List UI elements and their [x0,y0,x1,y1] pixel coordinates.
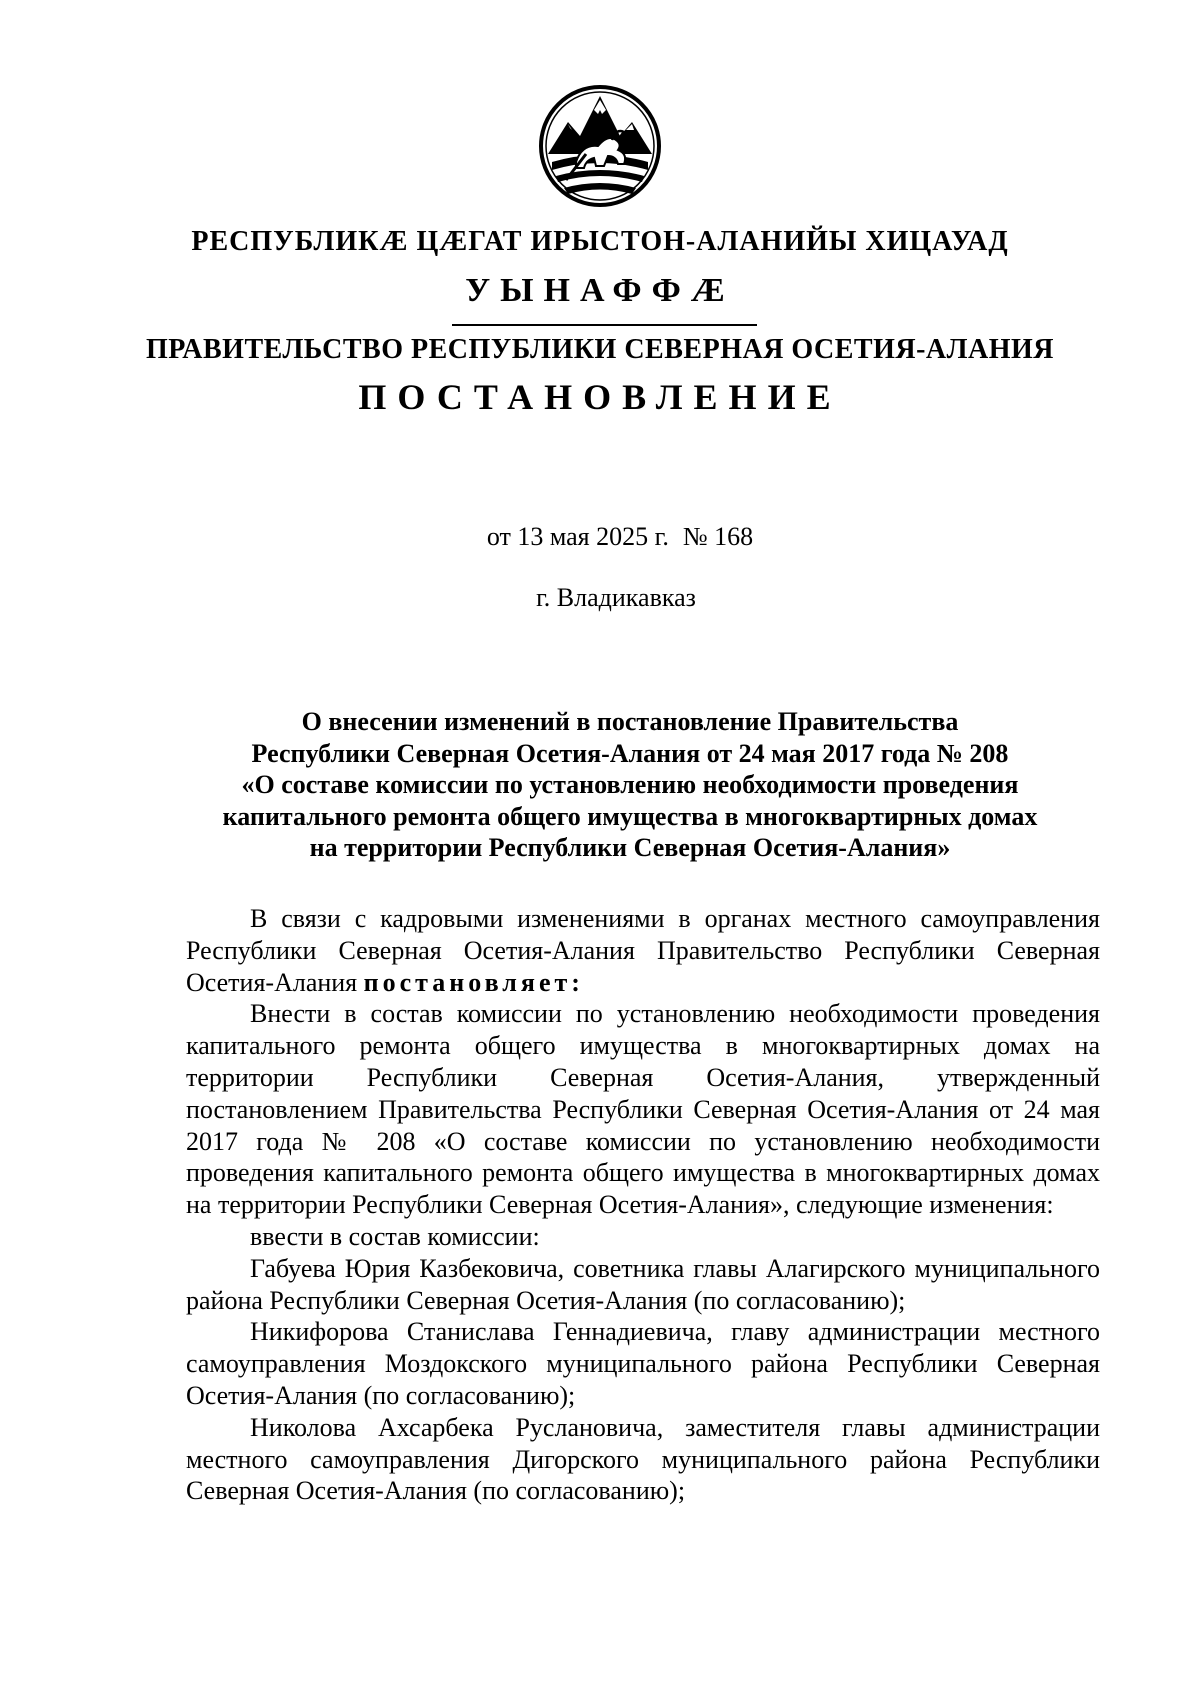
decree-colon: : [571,967,580,997]
preamble-text: В связи с кадровыми изменениями в органах местного самоуправления Республики Северная Осетия-Алания Правительство Республики Северная Осетия-Алания [186,904,1100,997]
document-city: г. Владикавказ [536,583,696,612]
title-line: капитального ремонта общего имущества в многоквартирных домах [222,801,1038,831]
body-paragraph-member: Габуева Юрия Казбековича, советника главы Алагирского муниципального района Республики Северная Осетия-Алания (по согласованию); [186,1253,1100,1315]
document-date: от 13 мая 2025 г. [486,522,669,551]
ossetian-document-type: УЫНАФФӔ [465,272,735,309]
body-paragraph-member: Никифорова Станислава Геннадиевича, главу администрации местного самоуправления Моздокского муниципального района Республики Северная Осетия-Алания (по согласованию); [186,1317,1100,1410]
document-date-line [0,522,1200,552]
title-line: Республики Северная Осетия-Алания от 24 мая 2017 года № 208 [251,738,1009,768]
decree-word: постановляет [363,967,572,997]
title-line: «О составе комиссии по установлению необходимости проведения [241,770,1019,799]
body-paragraph-amendment: Внести в состав комиссии по установлению необходимости проведения капитального ремонта общего имущества в многоквартирных домах на территории Республики Северная Осетия-Алания, утвержденный постановлением Правительства Республики Северная Осетия-Алания от 24 мая 2017 года № 208 «О составе комиссии по установлению необходимости проведения капитального ремонта общего имущества в многоквартирных домах на территории Республики Северная Осетия-Алания», следующие изменения: [186,999,1100,1220]
coat-of-arms-emblem [538,84,662,208]
body-paragraph-add-members: ввести в состав комиссии: [250,1221,540,1251]
document-number: № 168 [682,522,754,551]
document-body [186,903,1100,1507]
document-title [160,706,1100,864]
russian-document-type: ПОСТАНОВЛЕНИЕ [358,377,842,417]
body-paragraph-member: Николова Ахсарбека Руслановича, заместителя главы администрации местного самоуправления Дигорского муниципального района Республики Северная Осетия-Алания (по согласованию); [186,1412,1100,1506]
body-paragraph-preamble [186,903,1100,998]
title-line: О внесении изменений в постановление Правительства [301,707,959,736]
ossetian-organization-name: РЕСПУБЛИКӔ ЦӔГАТ ИРЫСТОН-АЛАНИЙЫ ХИЦАУАД [191,226,1009,257]
russian-organization-name: ПРАВИТЕЛЬСТВО РЕСПУБЛИКИ СЕВЕРНАЯ ОСЕТИЯ-АЛАНИЯ [145,334,1055,365]
header-divider [452,324,757,326]
title-line: на территории Республики Северная Осетия-Алания» [309,833,951,862]
